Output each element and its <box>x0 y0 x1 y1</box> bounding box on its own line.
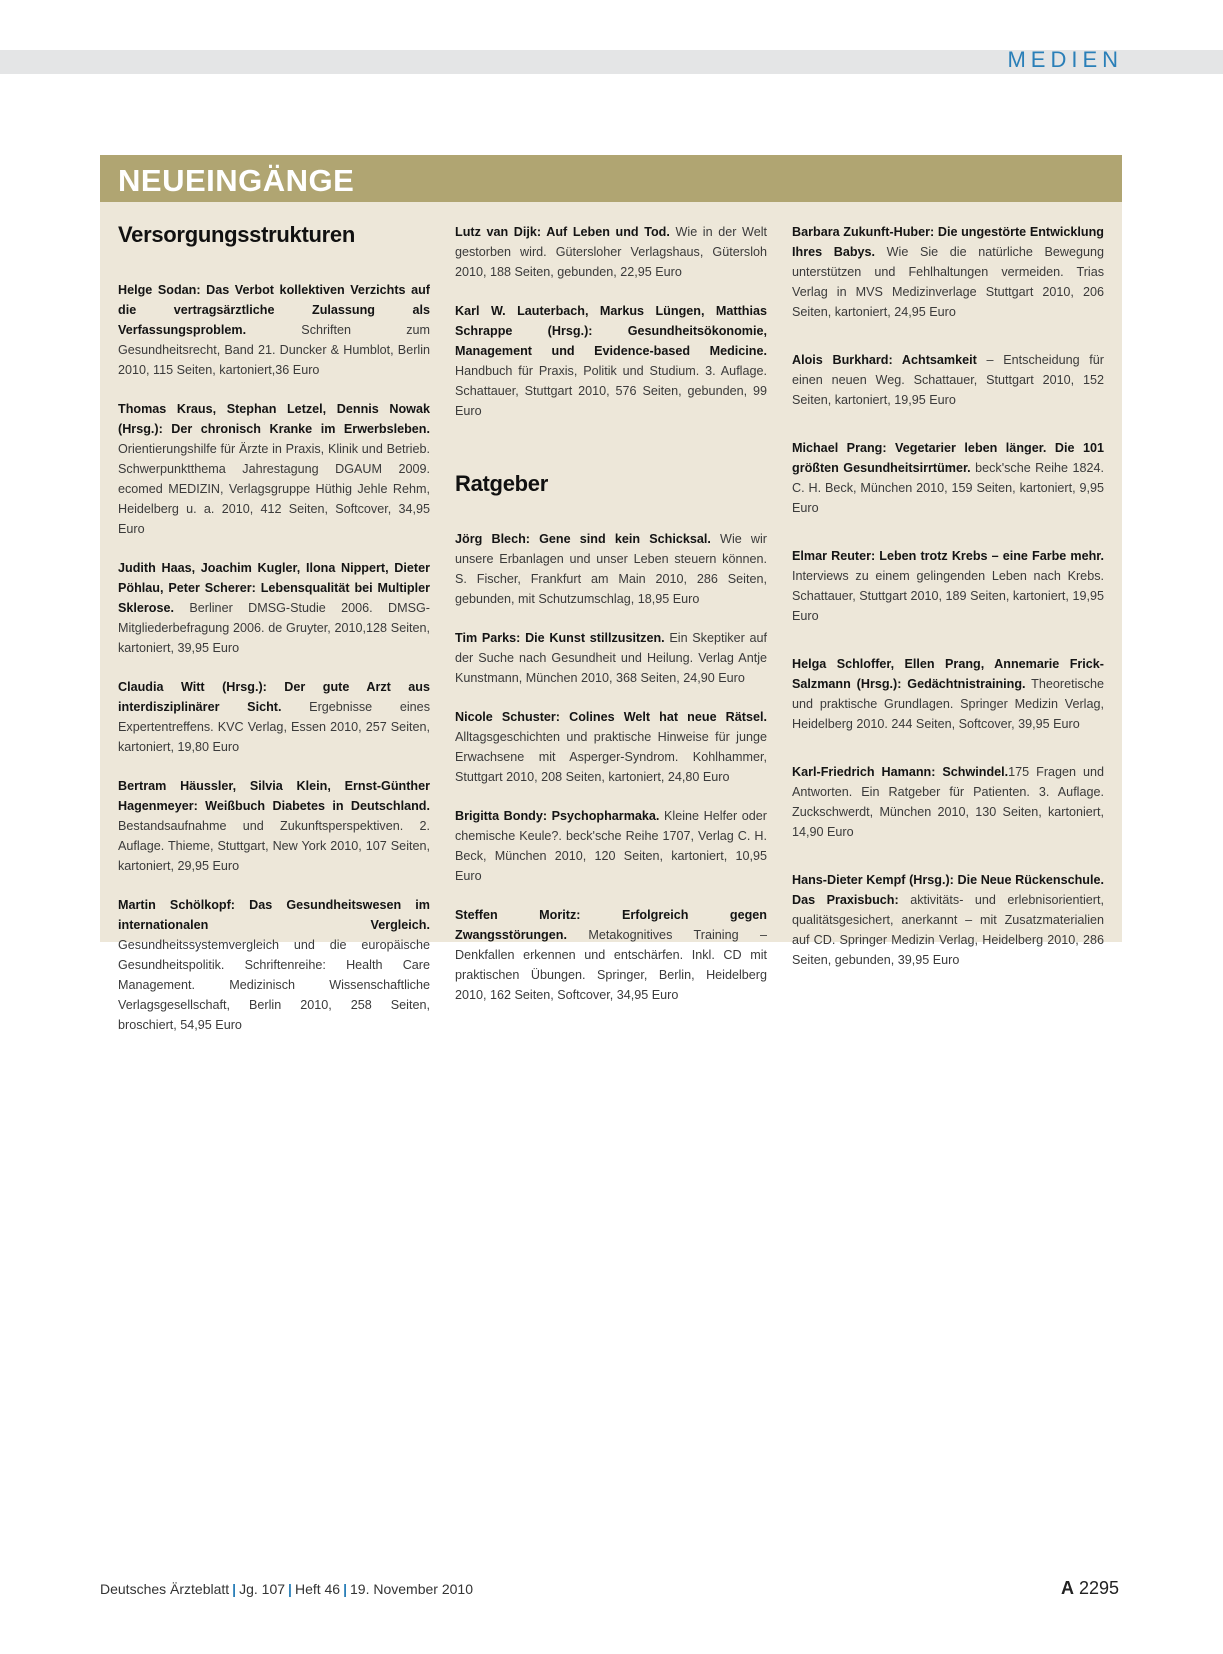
page-number <box>1061 1578 1119 1599</box>
book-entry: Lutz van Dijk: Auf Leben und Tod. Wie in der Welt gestorben wird. Gütersloher Verlagshaus, Gütersloh 2010, 188 Seiten, gebunden, 22,95 Euro <box>455 225 768 279</box>
footer-separator: | <box>288 1581 292 1597</box>
footer-issue: Heft 46 <box>294 1581 341 1597</box>
section-heading-ratgeber: Ratgeber <box>455 471 548 496</box>
book-entry: Martin Schölkopf: Das Gesundheitswesen im internationalen Vergleich. Gesundheitssystemvergleich und die europäische Gesundheitspolitik. Schriftenreihe: Health Care Management. Medizinisch Wissenschaftliche Verlagsgesellschaft, Berlin 2010, 258 Seiten, broschiert, 54,95 Euro <box>118 898 430 1032</box>
book-entry: Hans-Dieter Kempf (Hrsg.): Die Neue Rückenschule. Das Praxisbuch: aktivitäts- und erlebnisorientiert, qualitätsgesichert, anerkannt – mit Zusatzmaterialien auf CD. Springer Medizin Verlag, Heidelberg 2010, 286 Seiten, gebunden, 39,95 Euro <box>792 873 1104 967</box>
box-title: NEUEINGÄNGE <box>118 163 355 198</box>
book-entry: Karl-Friedrich Hamann: Schwindel.175 Fragen und Antworten. Ein Ratgeber für Patienten. 3. Auflage. Zuckschwerdt, München 2010, 130 Seiten, kartoniert, 14,90 Euro <box>792 765 1104 839</box>
book-entry: Claudia Witt (Hrsg.): Der gute Arzt aus interdisziplinärer Sicht. Ergebnisse eines Expertentreffens. KVC Verlag, Essen 2010, 257 Seiten, kartoniert, 19,80 Euro <box>118 680 430 754</box>
page-number-value: 2295 <box>1078 1578 1119 1598</box>
footer-separator: | <box>343 1581 348 1597</box>
section-heading-versorgung: Versorgungsstrukturen <box>118 222 355 247</box>
book-entry: Jörg Blech: Gene sind kein Schicksal. Wie wir unsere Erbanlagen und unser Leben steuern können. S. Fischer, Frankfurt am Main 2010, 286 Seiten, gebunden, mit Schutzumschlag, 18,95 Euro <box>455 532 768 606</box>
footer-separator: | <box>232 1581 237 1597</box>
book-entry: Barbara Zukunft-Huber: Die ungestörte Entwicklung Ihres Babys. Wie Sie die natürliche Bewegung unterstützen und Fehlhaltungen vermeiden. Trias Verlag in MVS Medizinverlage Stuttgart 2010, 206 Seiten, kartoniert, 24,95 Euro <box>792 225 1104 319</box>
page-prefix: A <box>1060 1578 1074 1598</box>
section-rubric: MEDIEN <box>1007 47 1123 72</box>
book-entry: Alois Burkhard: Achtsamkeit – Entscheidung für einen neuen Weg. Schattauer, Stuttgart 2010, 152 Seiten, kartoniert, 19,95 Euro <box>792 353 1104 407</box>
book-entry: Judith Haas, Joachim Kugler, Ilona Nippert, Dieter Pöhlau, Peter Scherer: Lebensqualität bei Multipler Sklerose. Berliner DMSG-Studie 2006. DMSG-Mitgliederbefragung 2006. de Gruyter, 2010,128 Seiten, kartoniert, 39,95 Euro <box>118 561 430 655</box>
book-entry: Nicole Schuster: Colines Welt hat neue Rätsel. Alltagsgeschichten und praktische Hinweise für junge Erwachsene mit Asperger-Syndrom. Kohlhammer, Stuttgart 2010, 208 Seiten, kartoniert, 24,80 Euro <box>455 710 767 784</box>
book-entry: Elmar Reuter: Leben trotz Krebs – eine Farbe mehr. Interviews zu einem gelingenden Leben nach Krebs. Schattauer, Stuttgart 2010, 189 Seiten, kartoniert, 19,95 Euro <box>792 549 1104 623</box>
book-entry: Helga Schloffer, Ellen Prang, Annemarie Frick-Salzmann (Hrsg.): Gedächtnistraining. Theoretische und praktische Grundlagen. Springer Medizin Verlag, Heidelberg 2010. 244 Seiten, Softcover, 39,95 Euro <box>792 657 1104 731</box>
book-entry: Steffen Moritz: Erfolgreich gegen Zwangsstörungen. Metakognitives Training – Denkfallen erkennen und entschärfen. Inkl. CD mit praktischen Übungen. Springer, Berlin, Heidelberg 2010, 162 Seiten, Softcover, 34,95 Euro <box>455 908 767 1002</box>
footer-journal: Deutsches Ärzteblatt <box>100 1581 230 1597</box>
footer-date: 19. November 2010 <box>350 1581 473 1597</box>
book-entry: Michael Prang: Vegetarier leben länger. Die 101 größten Gesundheitsirrtümer. beck'sche Reihe 1824. C. H. Beck, München 2010, 159 Seiten, kartoniert, 9,95 Euro <box>792 441 1104 515</box>
column-3 <box>792 222 1104 998</box>
book-entry: Karl W. Lauterbach, Markus Lüngen, Matthias Schrappe (Hrsg.): Gesundheitsökonomie, Management und Evidence-based Medicine. Handbuch für Praxis, Politik und Studium. 3. Auflage. Schattauer, Stuttgart 2010, 576 Seiten, gebunden, 99 Euro <box>455 304 767 418</box>
book-entry: Helge Sodan: Das Verbot kollektiven Verzichts auf die vertragsärztliche Zulassung als Verfassungsproblem. Schriften zum Gesundheitsrecht, Band 21. Duncker & Humblot, Berlin 2010, 115 Seiten, kartoniert,36 Euro <box>118 283 430 377</box>
book-entry: Brigitta Bondy: Psychopharmaka. Kleine Helfer oder chemische Keule?. beck'sche Reihe 1707, Verlag C. H. Beck, München 2010, 120 Seiten, kartoniert, 10,95 Euro <box>455 809 767 883</box>
footer-citation <box>100 1581 473 1597</box>
column-1 <box>118 222 430 1054</box>
book-entry: Tim Parks: Die Kunst stillzusitzen. Ein Skeptiker auf der Suche nach Gesundheit und Heilung. Verlag Antje Kunstmann, München 2010, 368 Seiten, 24,90 Euro <box>455 631 767 685</box>
new-arrivals-box <box>100 155 1122 1032</box>
book-entry: Bertram Häussler, Silvia Klein, Ernst-Günther Hagenmeyer: Weißbuch Diabetes in Deutschland. Bestandsaufnahme und Zukunftsperspektiven. 2. Auflage. Thieme, Stuttgart, New York 2010, 107 Seiten, kartoniert, 29,95 Euro <box>118 779 430 873</box>
column-2 <box>455 222 767 1024</box>
book-entry: Thomas Kraus, Stephan Letzel, Dennis Nowak (Hrsg.): Der chronisch Kranke im Erwerbsleben. Orientierungshilfe für Ärzte in Praxis, Klinik und Betrieb. Schwerpunktthema Jahrestagung DGAUM 2009. ecomed MEDIZIN, Verlagsgruppe Hüthig Jehle Rehm, Heidelberg u. a. 2010, 412 Seiten, Softcover, 34,95 Euro <box>118 402 430 536</box>
footer-volume: Jg. 107 <box>239 1581 286 1597</box>
box-title-bar <box>100 155 1122 202</box>
